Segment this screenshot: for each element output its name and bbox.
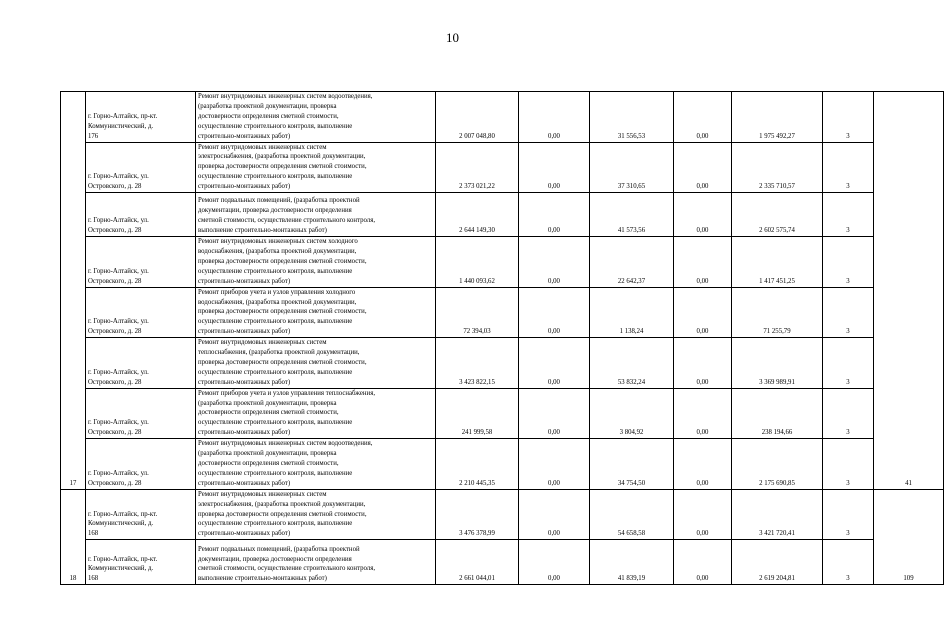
term-cell: 3 (823, 540, 874, 585)
amount-cell-v2: 54 658,58 (590, 489, 674, 540)
amount-cell-v1: 0,00 (519, 540, 590, 585)
amount-cell-v4: 1 975 492,27 (732, 92, 823, 143)
address-cell (86, 193, 196, 237)
amount-cell-v2: 22 642,37 (590, 237, 674, 288)
work-line: документации, проверка достоверности определения (198, 207, 352, 215)
term-cell: 3 (823, 193, 874, 237)
amount-cell-v3: 0,00 (674, 193, 732, 237)
table-body (61, 92, 944, 585)
work-line: электроснабжения, (разработка проектной документации, (198, 153, 366, 161)
work-line: Ремонт внутридомовых инженерных систем (198, 143, 327, 151)
amount-cell-v4: 2 175 690,85 (732, 439, 823, 490)
work-line: водоснабжения, (разработка проектной документации, (198, 298, 357, 306)
address-cell (86, 92, 196, 143)
work-description-cell (196, 92, 436, 143)
work-description-cell (196, 338, 436, 389)
table-row (61, 193, 944, 237)
work-description-cell (196, 540, 436, 585)
address-line: Островского, д. 28 (88, 378, 142, 386)
amount-cell-v1: 0,00 (519, 439, 590, 490)
group-number-cell: 17 (61, 92, 86, 490)
amount-cell-v4: 238 194,66 (732, 388, 823, 439)
amount-cell-v4: 1 417 451,25 (732, 237, 823, 288)
work-line: проверка достоверности определения сметной стоимости, (198, 257, 367, 265)
work-line: выполнение строительно-монтажных работ) (198, 575, 327, 583)
amount-cell-v3: 0,00 (674, 388, 732, 439)
amount-cell-cost: 72 394,03 (436, 287, 519, 338)
address-line: г. Горно-Алтайск, ул. (88, 217, 149, 225)
work-line: проверка достоверности определения сметной стоимости, (198, 163, 367, 171)
address-line: г. Горно-Алтайск, ул. (88, 368, 149, 376)
amount-cell-v1: 0,00 (519, 193, 590, 237)
work-line: Ремонт приборов учета и узлов управления холодного (198, 288, 356, 296)
work-line: (разработка проектной документации, проверка (198, 399, 337, 407)
table-row (61, 92, 944, 143)
work-line: (разработка проектной документации, проверка (198, 450, 337, 458)
address-line: г. Горно-Алтайск, пр-кт. (88, 555, 158, 563)
work-line: Ремонт внутридомовых инженерных систем водоотведения, (198, 440, 373, 448)
amount-cell-v2: 37 310,65 (590, 142, 674, 193)
table-row (61, 142, 944, 193)
work-description-cell (196, 237, 436, 288)
work-line: Ремонт внутридомовых инженерных систем водоотведения, (198, 93, 373, 100)
amount-cell-v3: 0,00 (674, 540, 732, 585)
address-cell (86, 540, 196, 585)
address-line: г. Горно-Алтайск, пр-кт. (88, 510, 158, 518)
address-cell (86, 237, 196, 288)
address-cell (86, 338, 196, 389)
work-line: Ремонт внутридомовых инженерных систем (198, 339, 327, 347)
amount-cell-v4: 3 369 989,91 (732, 338, 823, 389)
table-row (61, 237, 944, 288)
amount-cell-cost: 241 999,58 (436, 388, 519, 439)
amount-cell-cost: 2 007 048,80 (436, 92, 519, 143)
address-line: г. Горно-Алтайск, ул. (88, 318, 149, 326)
amount-cell-v3: 0,00 (674, 92, 732, 143)
amount-cell-v3: 0,00 (674, 439, 732, 490)
work-description-cell (196, 388, 436, 439)
page-number: 10 (446, 30, 459, 45)
work-description-cell (196, 142, 436, 193)
amount-cell-v2: 53 832,24 (590, 338, 674, 389)
group-total-cell: 109 (874, 489, 944, 585)
work-line: достоверности определения сметной стоимости, (198, 460, 339, 467)
amount-cell-v4: 71 255,79 (732, 287, 823, 338)
amount-cell-cost: 2 373 021,22 (436, 142, 519, 193)
work-line: проверка достоверности определения сметной стоимости, (198, 308, 367, 316)
address-line: Коммунистический, д. (88, 565, 154, 573)
table-row (61, 287, 944, 338)
address-line: Коммунистический, д. (88, 122, 154, 130)
work-line: осуществление строительного контроля, выполнение (198, 318, 353, 326)
term-cell: 3 (823, 388, 874, 439)
table-row (61, 388, 944, 439)
work-line: электроснабжения, (разработка проектной документации, (198, 500, 366, 508)
amount-cell-v4: 3 421 720,41 (732, 489, 823, 540)
work-line: осуществление строительного контроля, выполнение (198, 419, 353, 427)
work-line: Ремонт внутридомовых инженерных систем холодного (198, 238, 358, 246)
work-line: проверка достоверности определения сметной стоимости, (198, 510, 367, 518)
address-line: Коммунистический, д. (88, 520, 154, 528)
work-line: осуществление строительного контроля, выполнение (198, 469, 353, 477)
amount-cell-cost: 2 210 445,35 (436, 439, 519, 490)
address-line: Островского, д. 28 (88, 183, 142, 191)
address-cell (86, 287, 196, 338)
work-line: Ремонт внутридомовых инженерных систем (198, 490, 327, 498)
work-line: водоснабжения, (разработка проектной документации, (198, 247, 357, 255)
amount-cell-v4: 2 602 575,74 (732, 193, 823, 237)
address-line: 168 (88, 530, 99, 538)
work-line: строительно-монтажных работ) (198, 132, 291, 140)
term-cell: 3 (823, 439, 874, 490)
amount-cell-cost: 2 661 044,01 (436, 540, 519, 585)
work-line: Ремонт приборов учета и узлов управления теплоснабжения, (198, 389, 376, 397)
address-cell (86, 388, 196, 439)
work-line: Ремонт подвальных помещений, (разработка проектной (198, 545, 360, 553)
term-cell: 3 (823, 92, 874, 143)
address-line: Островского, д. 28 (88, 328, 142, 336)
address-cell (86, 489, 196, 540)
amount-cell-v3: 0,00 (674, 237, 732, 288)
work-line: строительно-монтажных работ) (198, 277, 291, 285)
address-line: Островского, д. 28 (88, 277, 142, 285)
amount-cell-v4: 2 335 710,57 (732, 142, 823, 193)
work-line: осуществление строительного контроля, выполнение (198, 267, 353, 275)
address-line: Островского, д. 28 (88, 227, 142, 235)
address-line: Островского, д. 28 (88, 479, 142, 487)
group-number-cell: 18 (61, 489, 86, 585)
amount-cell-v3: 0,00 (674, 287, 732, 338)
work-line: (разработка проектной документации, проверка (198, 102, 337, 110)
address-line: г. Горно-Алтайск, ул. (88, 469, 149, 477)
amount-cell-v1: 0,00 (519, 338, 590, 389)
term-cell: 3 (823, 338, 874, 389)
works-register-table (60, 91, 944, 585)
amount-cell-v1: 0,00 (519, 92, 590, 143)
work-line: осуществление строительного контроля, выполнение (198, 173, 353, 181)
amount-cell-v1: 0,00 (519, 287, 590, 338)
address-line: г. Горно-Алтайск, ул. (88, 267, 149, 275)
work-line: теплоснабжения, (разработка проектной документации, (198, 349, 360, 357)
amount-cell-v2: 41 573,56 (590, 193, 674, 237)
work-line: осуществление строительного контроля, выполнение (198, 520, 353, 528)
address-line: 176 (88, 132, 99, 140)
work-line: выполнение строительно-монтажных работ) (198, 227, 327, 235)
amount-cell-cost: 2 644 149,30 (436, 193, 519, 237)
work-description-cell (196, 193, 436, 237)
address-cell (86, 142, 196, 193)
amount-cell-v1: 0,00 (519, 237, 590, 288)
amount-cell-v1: 0,00 (519, 142, 590, 193)
amount-cell-v3: 0,00 (674, 489, 732, 540)
amount-cell-cost: 3 423 822,15 (436, 338, 519, 389)
amount-cell-v2: 41 839,19 (590, 540, 674, 585)
term-cell: 3 (823, 287, 874, 338)
work-description-cell (196, 439, 436, 490)
address-cell (86, 439, 196, 490)
term-cell: 3 (823, 237, 874, 288)
address-line: г. Горно-Алтайск, ул. (88, 419, 149, 427)
amount-cell-v2: 1 138,24 (590, 287, 674, 338)
term-cell: 3 (823, 142, 874, 193)
table-row (61, 540, 944, 585)
address-line: г. Горно-Алтайск, ул. (88, 173, 149, 181)
work-line: сметной стоимости, осуществление строительного контроля, (198, 565, 376, 573)
work-line: осуществление строительного контроля, выполнение (198, 122, 353, 130)
work-line: строительно-монтажных работ) (198, 479, 291, 487)
work-line: осуществление строительного контроля, выполнение (198, 368, 353, 376)
term-cell: 3 (823, 489, 874, 540)
address-line: 168 (88, 575, 99, 583)
address-line: Островского, д. 28 (88, 429, 142, 437)
amount-cell-v1: 0,00 (519, 388, 590, 439)
work-line: строительно-монтажных работ) (198, 429, 291, 437)
work-line: документации, проверка достоверности определения (198, 555, 352, 563)
work-line: строительно-монтажных работ) (198, 378, 291, 386)
work-line: сметной стоимости, осуществление строительного контроля, (198, 217, 376, 225)
amount-cell-cost: 3 476 378,99 (436, 489, 519, 540)
work-line: достоверности определения сметной стоимости, (198, 112, 339, 120)
amount-cell-v2: 3 804,92 (590, 388, 674, 439)
work-line: строительно-монтажных работ) (198, 328, 291, 336)
amount-cell-v3: 0,00 (674, 338, 732, 389)
table-row (61, 439, 944, 490)
amount-cell-v3: 0,00 (674, 142, 732, 193)
table-row (61, 489, 944, 540)
table-row (61, 338, 944, 389)
work-line: строительно-монтажных работ) (198, 183, 291, 191)
work-line: Ремонт подвальных помещений, (разработка проектной (198, 197, 360, 205)
amount-cell-cost: 1 440 093,62 (436, 237, 519, 288)
amount-cell-v1: 0,00 (519, 489, 590, 540)
work-line: проверка достоверности определения сметной стоимости, (198, 358, 367, 366)
address-line: г. Горно-Алтайск, пр-кт. (88, 112, 158, 120)
work-line: достоверности определения сметной стоимости, (198, 409, 339, 417)
amount-cell-v2: 34 754,50 (590, 439, 674, 490)
work-description-cell (196, 287, 436, 338)
work-description-cell (196, 489, 436, 540)
amount-cell-v2: 31 556,53 (590, 92, 674, 143)
group-total-cell: 41 (874, 92, 944, 490)
work-line: строительно-монтажных работ) (198, 530, 291, 538)
amount-cell-v4: 2 619 204,81 (732, 540, 823, 585)
